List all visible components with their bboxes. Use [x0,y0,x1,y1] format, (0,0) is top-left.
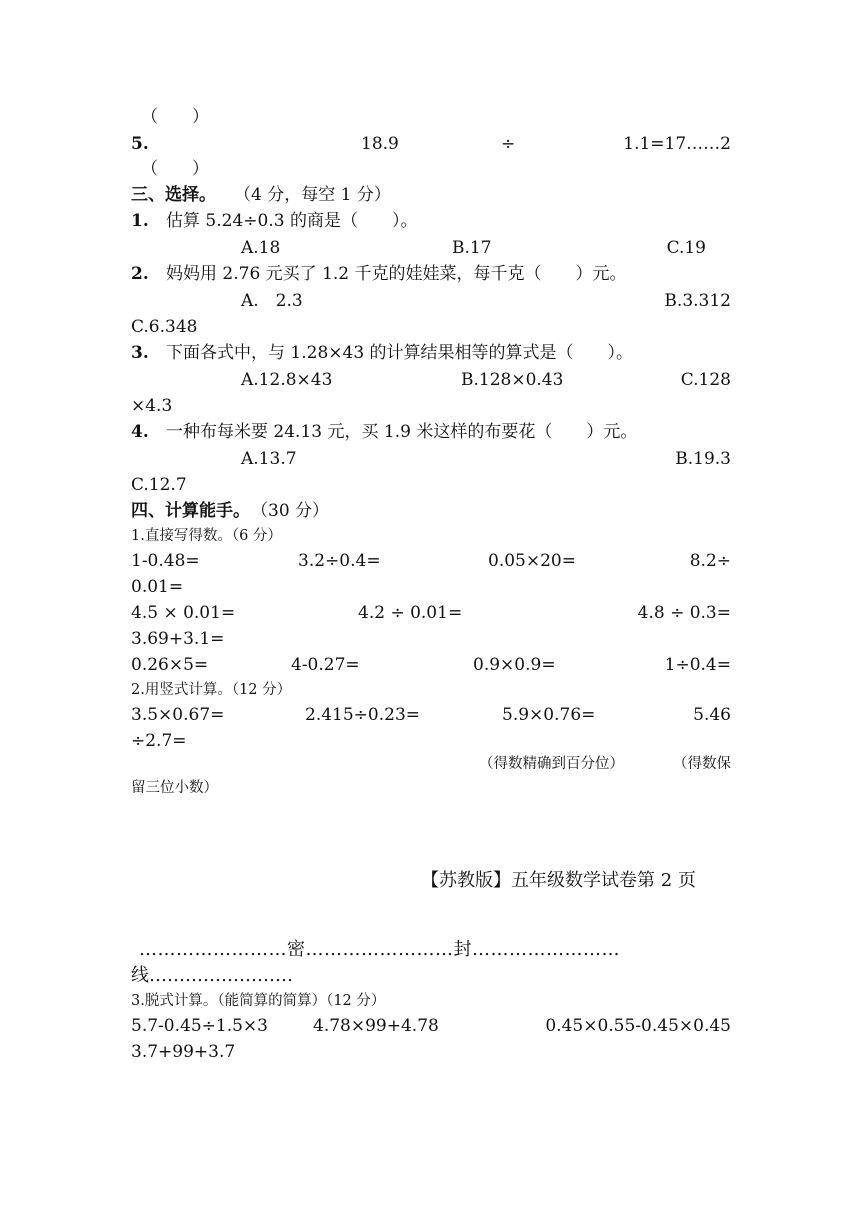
choice-options-4 [131,446,731,472]
math-item: 0.9×0.9= [473,655,556,675]
rounding-note: （得数保 [673,756,731,772]
q5-line [131,131,731,157]
choice-options-3-cont [131,393,731,419]
option-c: C.128 [680,370,731,390]
math-item: 4.78×99+4.78 [313,1016,439,1036]
choice-options-1 [131,235,731,261]
question-number: 5. [131,134,149,154]
choice-question-3 [131,340,731,366]
subsection-title: 3.脱式计算。（能简算的简算）（12 分） [131,993,386,1009]
question-text: 下面各式中，与 1.28×43 的计算结果相等的算式是（ ）。 [166,343,634,363]
math-item-continued: 0.01= [131,577,184,597]
math-item: 1÷0.4= [664,655,731,675]
math-item: 4.2 ÷ 0.01= [358,603,463,623]
question-number: 4. [131,422,149,442]
q5-dividend: 18.9 [361,134,399,154]
question-number: 2. [131,264,149,284]
math-item: 3.69+3.1= [131,629,225,649]
option-c-continued: ×4.3 [131,396,173,416]
math-item: 1-0.48= [131,551,200,571]
question-text: 妈妈用 2.76 元买了 1.2 千克的娃娃菜，每千克（ ）元。 [166,264,627,284]
answer-paren: （ ） [141,107,209,127]
option-c: C.19 [666,238,706,258]
mental-math-row-3 [131,652,731,678]
choice-question-2 [131,261,731,287]
subsection-title: 2.用竖式计算。（12 分） [131,682,292,698]
answer-paren: （ ） [141,159,209,179]
subsection-3-heading [131,988,731,1014]
q5-operator: ÷ [501,134,516,154]
math-item: 5.46 [693,705,731,725]
section-3-heading [131,182,731,208]
subsection-2-heading [131,677,731,703]
math-item: 0.05×20= [488,551,576,571]
question-number: 3. [131,343,149,363]
seal-line-cont [131,963,731,989]
subsection-1-heading [131,523,731,549]
option-a: A.12.8×43 [241,370,333,390]
math-item: 3.7+99+3.7 [131,1042,236,1062]
q4-answer-line [131,104,731,130]
section-score-note: （30 分） [251,501,330,521]
question-number: 1. [131,211,149,231]
option-b: B.3.312 [664,291,731,311]
math-item: 2.415÷0.23= [305,705,421,725]
math-item: 4-0.27= [291,655,360,675]
rounding-note: （得数精确到百分位） [479,756,624,772]
subsection-title: 1.直接写得数。（6 分） [131,528,282,544]
option-b: B.17 [452,238,492,258]
math-item: 5.7-0.45÷1.5×3 [131,1016,268,1036]
question-text: 估算 5.24÷0.3 的商是（ ）。 [166,211,418,231]
math-item: 4.5 × 0.01= [131,603,236,623]
math-item: 3.5×0.67= [131,705,225,725]
q5-result: 1.1=17……2 [623,134,731,154]
mental-math-row-1-cont [131,574,731,600]
seal-dots: ……………………密……………………封…………………… [139,939,620,960]
math-item: 4.8 ÷ 0.3= [637,603,731,623]
seal-dots-continued: 线…………………… [131,965,293,986]
option-b: B.19.3 [675,449,731,469]
math-item-continued: ÷2.7= [131,731,187,751]
choice-options-2 [131,288,731,314]
column-calc-row [131,702,731,728]
option-c: C.6.348 [131,317,198,337]
option-a: A.18 [241,238,281,258]
math-item: 5.9×0.76= [502,705,596,725]
section-4-heading [131,498,731,524]
mental-math-row-1 [131,548,731,574]
choice-question-1 [131,208,731,234]
section-title: 三、选择。 [131,185,216,205]
section-score-note: （4 分，每空 1 分） [234,185,391,205]
choice-question-4 [131,419,731,445]
math-item: 0.45×0.55-0.45×0.45 [545,1016,731,1036]
option-a: A.13.7 [241,449,297,469]
question-text: 一种布每米要 24.13 元，买 1.9 米这样的布要花（ ）元。 [166,422,638,442]
math-item: 3.2÷0.4= [298,551,381,571]
mental-math-row-2-cont [131,626,731,652]
mental-math-row-2 [131,600,731,626]
section-title: 四、计算能手。 [131,501,250,521]
option-b: B.128×0.43 [461,370,564,390]
option-a: A. 2.3 [241,291,303,311]
stepwise-calc-row-cont [131,1039,731,1065]
stepwise-calc-row [131,1013,731,1039]
page-footer: 【苏教版】五年级数学试卷第 2 页 [421,870,696,891]
q5-answer-line [131,156,731,182]
rounding-notes-cont [131,775,731,801]
choice-options-4-cont [131,472,731,498]
math-item: 8.2÷ [689,551,731,571]
math-item: 0.26×5= [131,655,209,675]
option-c: C.12.7 [131,475,187,495]
choice-options-2-cont [131,314,731,340]
seal-line [131,937,731,963]
rounding-note-continued: 留三位小数） [131,780,218,796]
rounding-notes [131,751,731,777]
choice-options-3 [131,367,731,393]
